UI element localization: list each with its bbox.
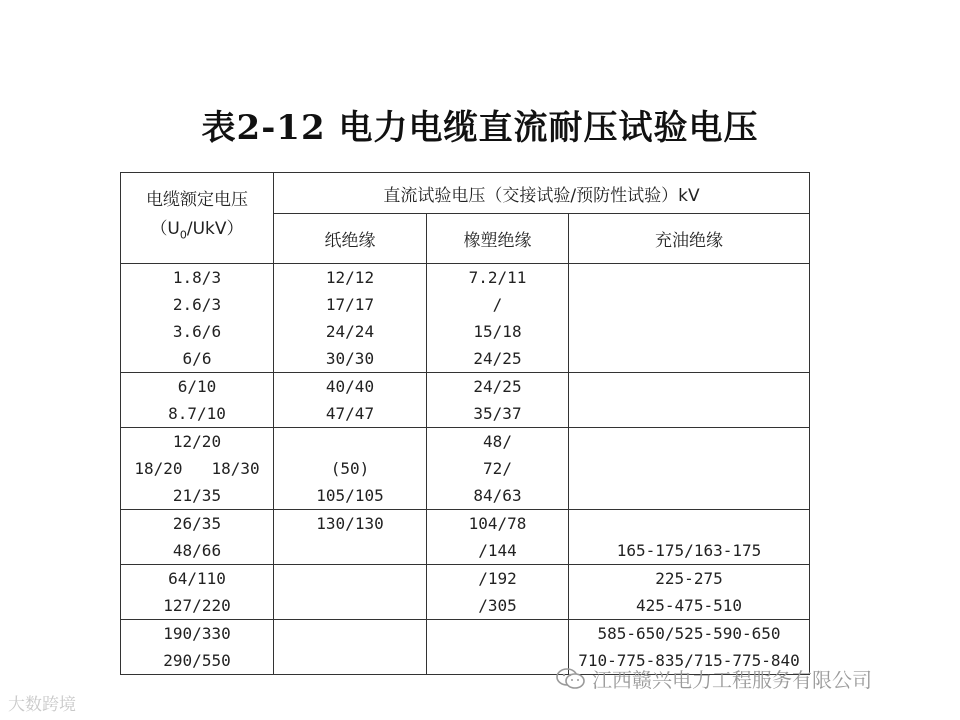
table-row <box>121 373 810 428</box>
header-oil-insulation: 充油绝缘 <box>569 214 810 264</box>
header-rubber-insulation: 橡塑绝缘 <box>427 214 569 264</box>
cell-oil <box>569 373 810 428</box>
header-dc-test-voltage: 直流试验电压（交接试验/预防性试验）kV <box>274 173 810 214</box>
header-paper-insulation: 纸绝缘 <box>274 214 427 264</box>
cell-paper <box>274 565 427 620</box>
cell-line: / <box>492 295 503 314</box>
cell-line: 24/24 <box>325 322 375 341</box>
cell-line: /144 <box>478 541 517 560</box>
cell-line: /305 <box>478 596 517 615</box>
cell-paper <box>274 620 427 675</box>
cell-oil <box>569 565 810 620</box>
cell-line: 2.6/3 <box>172 295 222 314</box>
cell-line: (50) <box>330 459 370 478</box>
cell-line: 165-175/163-175 <box>616 541 762 560</box>
cell-line: 24/25 <box>473 349 522 368</box>
watermark-left: 大数跨境 <box>8 695 76 715</box>
cell-rubber <box>427 565 569 620</box>
cell-line: 710-775-835/715-775-840 <box>578 651 800 670</box>
cell-line <box>569 510 809 537</box>
cell-line: 17/17 <box>325 295 375 314</box>
cell-line: 40/40 <box>325 377 375 396</box>
table-row <box>121 264 810 373</box>
table-body <box>121 264 810 675</box>
cell-line: 105/105 <box>316 486 384 505</box>
table-row <box>121 565 810 620</box>
cell-paper <box>274 373 427 428</box>
cell-line: 18/20 18/30 <box>134 459 260 478</box>
cell-line: 585-650/525-590-650 <box>597 624 781 643</box>
header-rated-line2: $(U_0/UkV)$ <box>150 219 244 242</box>
cell-line: 72/ <box>483 459 512 478</box>
cell-line: 35/37 <box>473 404 522 423</box>
cell-rated <box>121 373 274 428</box>
cell-rubber <box>427 510 569 565</box>
header-rated-voltage <box>121 173 274 264</box>
cell-paper <box>274 428 427 510</box>
cell-line: 6/10 <box>177 377 217 396</box>
cell-line: 6/6 <box>182 349 212 368</box>
voltage-table <box>120 172 810 675</box>
watermark-right <box>556 664 872 693</box>
cell-rated <box>121 510 274 565</box>
cell-line: 1.8/3 <box>172 268 222 287</box>
cell-line: 8.7/10 <box>168 404 226 423</box>
watermark-right-text: 江西赣兴电力工程服务有限公司 <box>592 668 872 692</box>
cell-oil <box>569 428 810 510</box>
cell-line: 26/35 <box>172 514 222 533</box>
page-title: 表2-12 电力电缆直流耐压试验电压 <box>201 108 759 148</box>
cell-rated <box>121 565 274 620</box>
table-row <box>121 428 810 510</box>
cell-line: 290/550 <box>163 651 231 670</box>
cell-rubber <box>427 428 569 510</box>
header-rated-line1: 电缆额定电压 <box>146 190 248 211</box>
cell-line: 47/47 <box>325 404 375 423</box>
cell-line: 127/220 <box>163 596 231 615</box>
cell-rubber <box>427 620 569 675</box>
cell-line: 425-475-510 <box>636 596 742 615</box>
cell-line: 104/78 <box>468 514 527 533</box>
cell-paper <box>274 510 427 565</box>
cell-line: 64/110 <box>168 569 226 588</box>
cell-line: 24/25 <box>473 377 522 396</box>
cell-line: 12/20 <box>172 432 222 451</box>
cell-line: 15/18 <box>473 322 522 341</box>
cell-line: 190/330 <box>163 624 231 643</box>
cell-line <box>274 537 426 564</box>
cell-line: 30/30 <box>325 349 375 368</box>
cell-rated <box>121 620 274 675</box>
cell-line: 12/12 <box>325 268 375 287</box>
cell-rubber <box>427 264 569 373</box>
cell-line: 84/63 <box>473 486 522 505</box>
cell-line: 225-275 <box>655 569 723 588</box>
cell-oil <box>569 510 810 565</box>
cell-line <box>274 428 426 455</box>
cell-rated <box>121 428 274 510</box>
cell-line: 48/ <box>483 432 512 451</box>
cell-oil <box>569 264 810 373</box>
cell-line: 7.2/11 <box>468 268 527 287</box>
cell-line: 130/130 <box>316 514 384 533</box>
cell-rated <box>121 264 274 373</box>
cell-line: 48/66 <box>172 541 222 560</box>
table-row <box>121 510 810 565</box>
cell-line: /192 <box>478 569 517 588</box>
wechat-icon <box>556 668 586 690</box>
cell-paper <box>274 264 427 373</box>
cell-line: 21/35 <box>172 486 222 505</box>
cell-line: 3.6/6 <box>172 322 222 341</box>
cell-rubber <box>427 373 569 428</box>
